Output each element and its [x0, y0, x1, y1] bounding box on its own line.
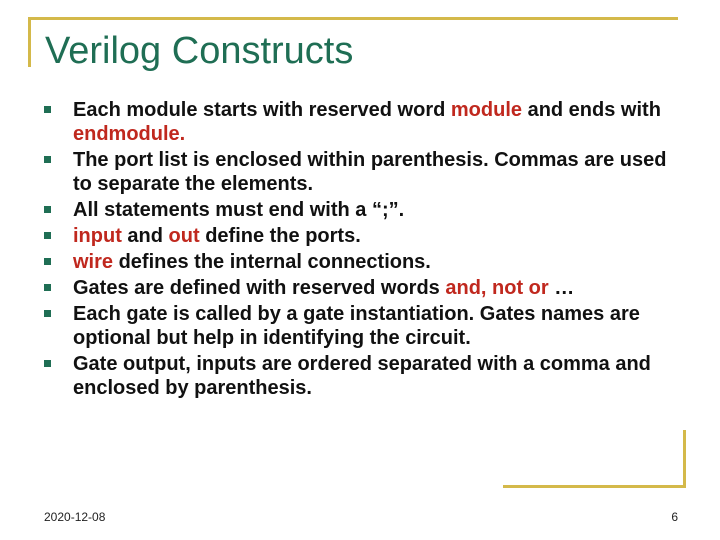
highlighted-keyword: endmodule. [73, 123, 186, 145]
slide-title: Verilog Constructs [45, 30, 354, 72]
highlighted-keyword: module [450, 99, 523, 121]
bullet-list [44, 98, 689, 402]
bullet-item [44, 148, 689, 196]
highlighted-keyword: wire [73, 251, 114, 273]
bullet-text: and ends with [522, 99, 661, 121]
highlighted-keyword: input [73, 225, 122, 247]
bullet-text: and [121, 225, 169, 247]
square-bullet-icon [44, 310, 51, 317]
bullet-text: All statements must end with a “;”. [73, 199, 405, 221]
bullet-text: Gates are defined with reserved words [73, 277, 446, 299]
square-bullet-icon [44, 284, 51, 291]
bullet-item [44, 250, 689, 274]
bullet-item [44, 224, 689, 248]
decorative-bottom-vertical-line [683, 430, 686, 488]
bullet-text: Each gate is called by a gate instantiation. Gates names are optional but help in identifying the circuit. [73, 303, 640, 349]
bullet-text: The port list is enclosed within parenthesis. Commas are used to separate the elements. [73, 149, 667, 195]
decorative-top-vertical-line [28, 17, 31, 67]
decorative-bottom-horizontal-line [503, 485, 686, 488]
bullet-item [44, 198, 689, 222]
square-bullet-icon [44, 258, 51, 265]
bullet-text: define the ports. [199, 225, 361, 247]
bullet-item [44, 98, 689, 146]
square-bullet-icon [44, 206, 51, 213]
square-bullet-icon [44, 360, 51, 367]
bullet-text: … [548, 277, 575, 299]
bullet-text: defines the internal connections. [113, 251, 431, 273]
decorative-top-horizontal-line [28, 17, 678, 20]
highlighted-keyword: out [168, 225, 200, 247]
square-bullet-icon [44, 106, 51, 113]
bullet-item [44, 276, 689, 300]
square-bullet-icon [44, 232, 51, 239]
bullet-item [44, 302, 689, 350]
bullet-text: Each module starts with reserved word [73, 99, 451, 121]
page-number: 6 [671, 510, 678, 524]
bullet-item [44, 352, 689, 400]
highlighted-keyword: and, not or [445, 277, 549, 299]
bullet-text: Gate output, inputs are ordered separated with a comma and enclosed by parenthesis. [73, 353, 651, 399]
footer-date: 2020-12-08 [44, 510, 106, 524]
square-bullet-icon [44, 156, 51, 163]
